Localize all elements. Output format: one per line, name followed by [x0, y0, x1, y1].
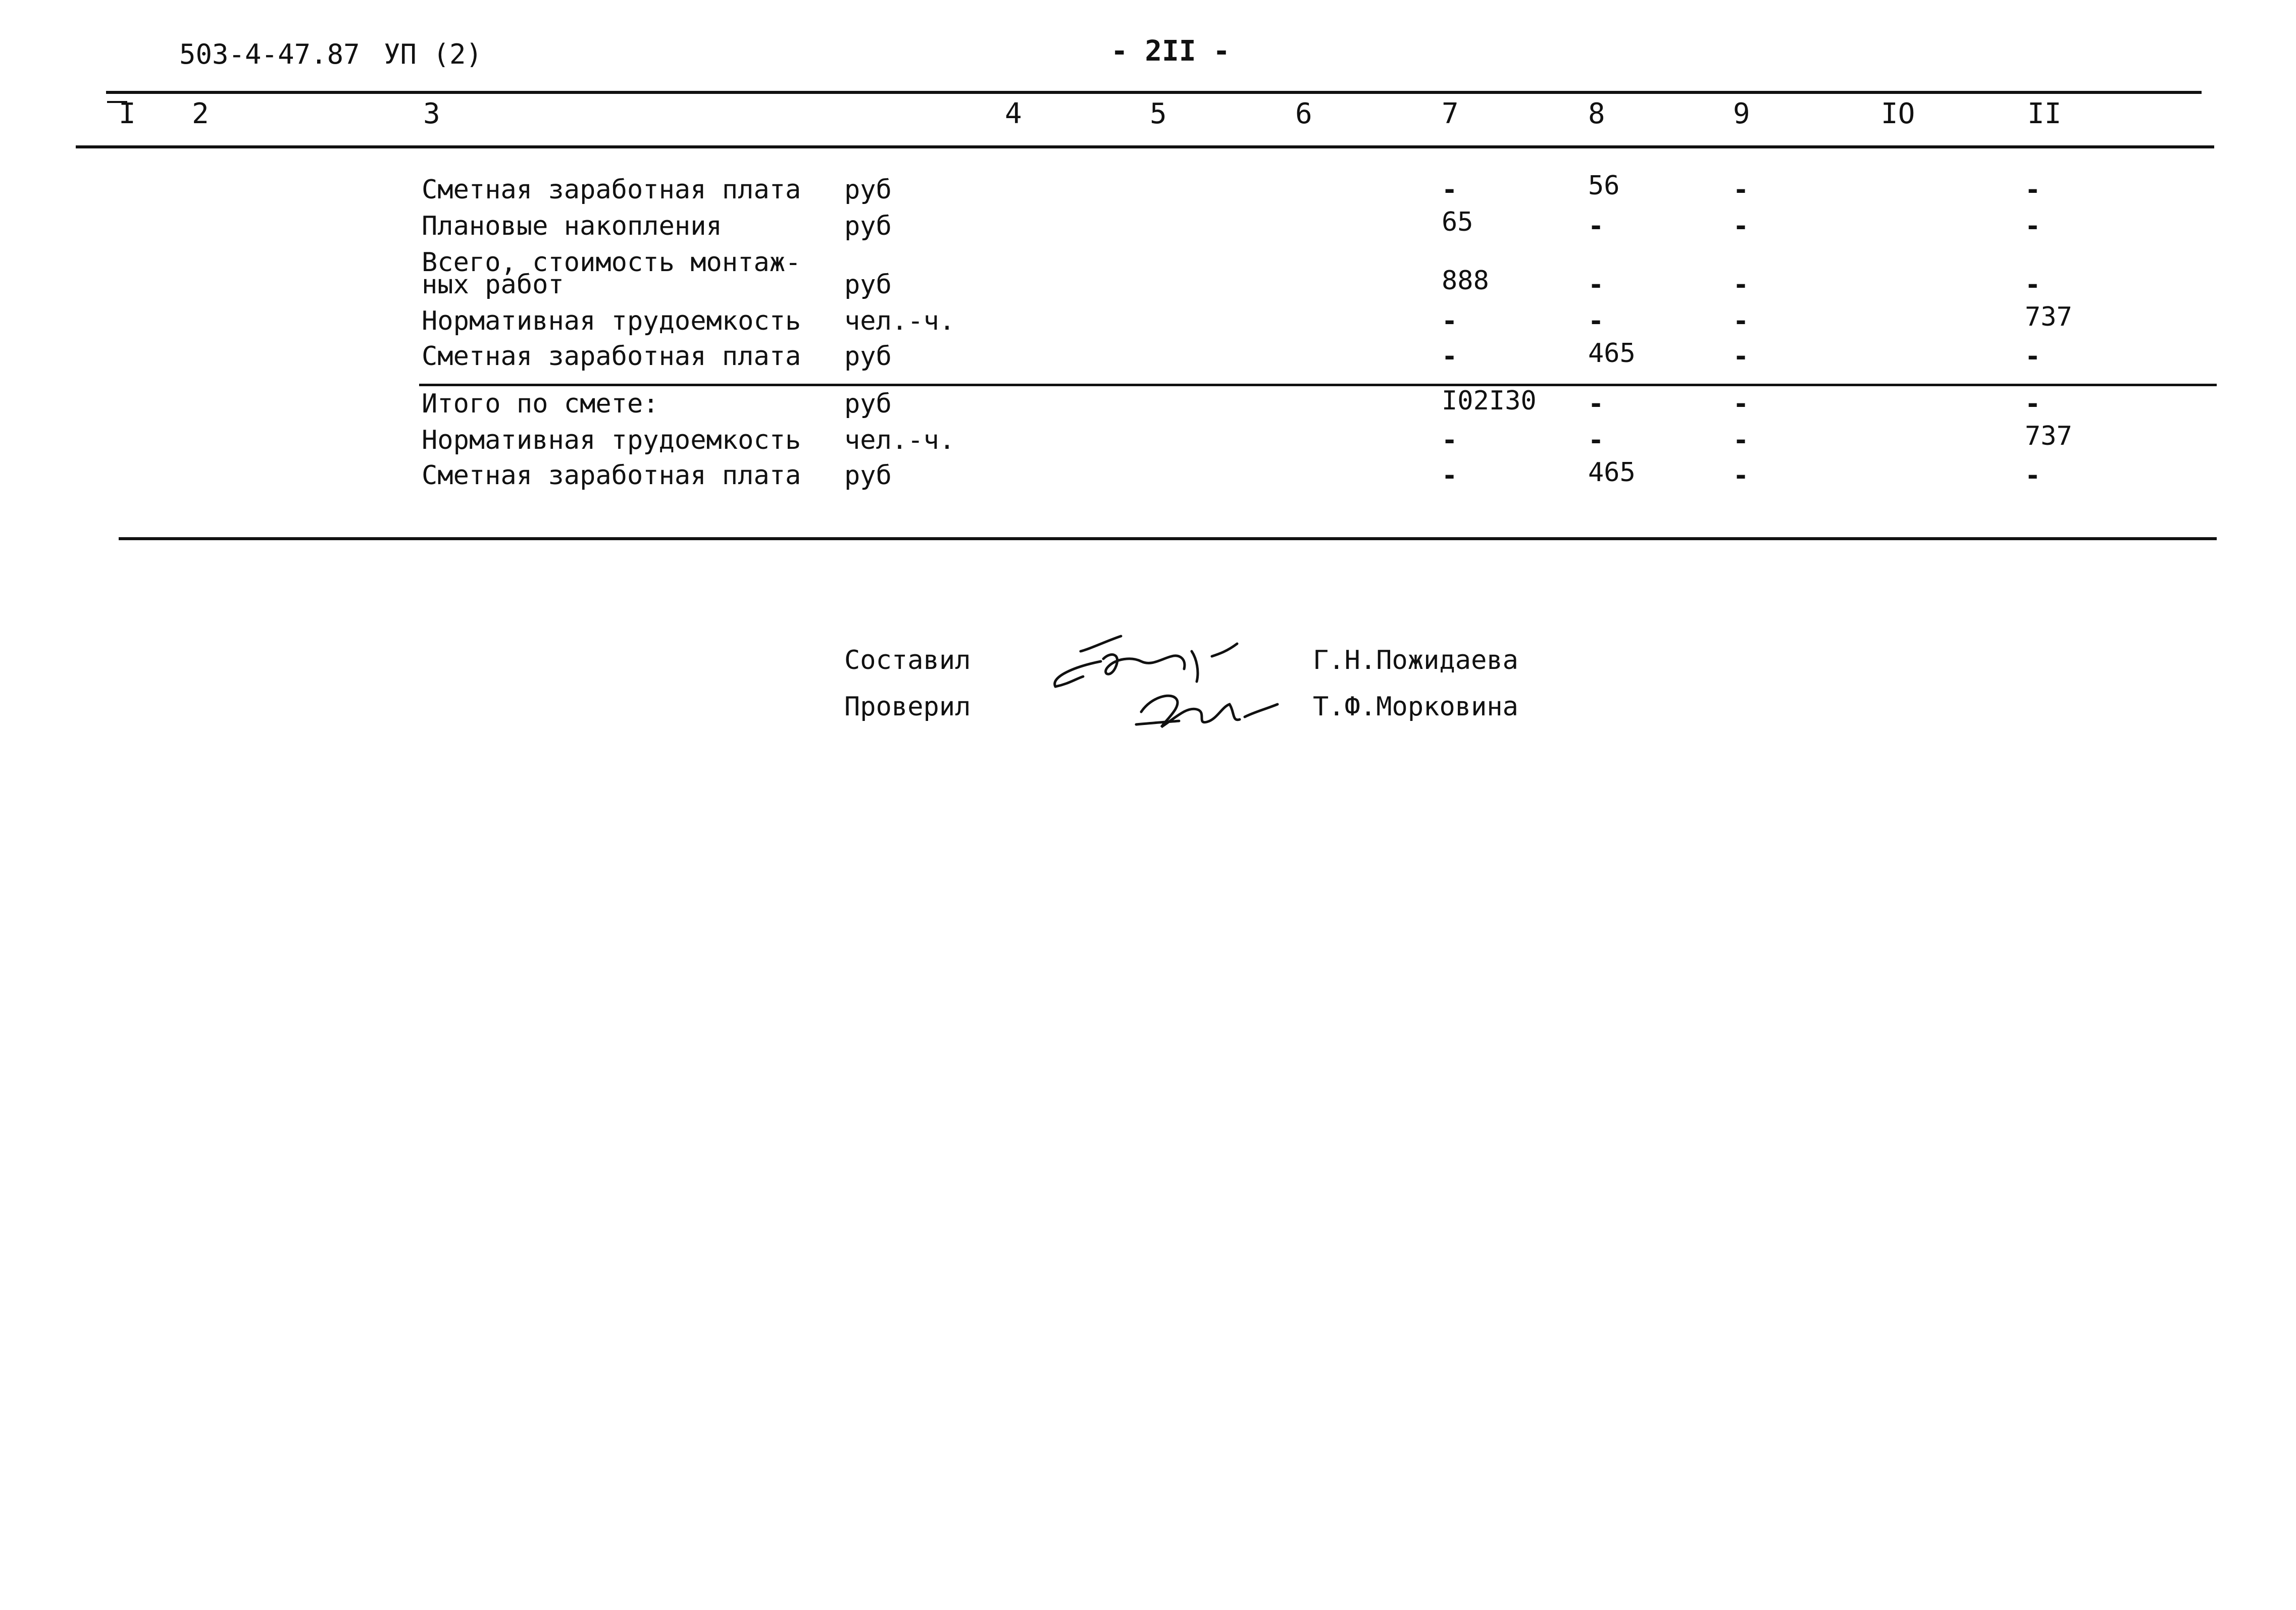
row-unit: чел.-ч.: [844, 425, 955, 455]
row-value-col11: -: [2025, 341, 2041, 372]
row-value-col9: -: [1733, 306, 1749, 336]
row-unit: руб: [844, 270, 892, 300]
table-row: [0, 247, 2296, 303]
row-unit: руб: [844, 460, 892, 491]
column-header-2: 2: [192, 97, 209, 130]
row-label: Плановые накопления: [422, 211, 722, 241]
row-value-col7: -: [1442, 425, 1458, 455]
checked-by-name: Т.Ф.Морковина: [1313, 692, 1518, 722]
table-bottom-rule: [119, 537, 2217, 540]
row-value-col8: -: [1588, 425, 1604, 455]
table-row: [0, 386, 2296, 424]
row-value-col11: -: [2025, 211, 2041, 241]
row-value-col7: -: [1442, 460, 1458, 491]
row-value-col11: -: [2025, 270, 2041, 300]
column-header-5: 5: [1150, 97, 1167, 130]
table-top-rule: [106, 91, 2202, 94]
row-value-col11: -: [2025, 460, 2041, 491]
column-header-11: II: [2027, 97, 2062, 130]
row-value-col9: -: [1733, 425, 1749, 455]
row-value-col9: -: [1733, 175, 1749, 205]
table-row: [0, 421, 2296, 460]
document-code: 503-4-47.87: [179, 38, 360, 70]
row-value-col8: 465: [1588, 457, 1636, 488]
row-label: Нормативная трудоемкость: [422, 425, 801, 455]
table-row: [0, 457, 2296, 496]
compiled-by-label: Составил: [844, 645, 971, 676]
column-header-1: I: [119, 97, 136, 130]
row-value-col11: -: [2025, 175, 2041, 205]
page-number: - 2II -: [1111, 35, 1231, 68]
row-label: Нормативная трудоемкость: [422, 306, 801, 336]
row-value-col7: -: [1442, 341, 1458, 372]
row-value-col11: 737: [2025, 421, 2072, 451]
row-value-col11: 737: [2025, 302, 2072, 332]
column-header-10: IO: [1881, 97, 1915, 130]
row-value-col7: -: [1442, 306, 1458, 336]
column-header-9: 9: [1733, 97, 1750, 130]
table-row: [0, 338, 2296, 377]
row-value-col9: -: [1733, 460, 1749, 491]
row-value-col7: I02I30: [1442, 386, 1537, 416]
row-value-col9: -: [1733, 341, 1749, 372]
document-section: УП (2): [384, 38, 483, 70]
row-value-col7: 888: [1442, 266, 1489, 296]
header-bottom-rule: [76, 145, 2214, 148]
row-value-col7: -: [1442, 175, 1458, 205]
row-value-col8: -: [1588, 389, 1604, 419]
column-header-3: 3: [423, 97, 440, 130]
row-label-line-1: Всего, стоимость монтаж-: [422, 247, 801, 278]
row-value-col8: -: [1588, 306, 1604, 336]
checked-by-label: Проверил: [844, 692, 971, 722]
row-unit: руб: [844, 341, 892, 372]
row-value-col11: -: [2025, 389, 2041, 419]
column-header-6: 6: [1295, 97, 1312, 130]
row-label: Итого по смете:: [422, 389, 659, 419]
column-header-4: 4: [1005, 97, 1022, 130]
row-value-col8: 465: [1588, 338, 1636, 369]
table-row: [0, 302, 2296, 341]
compiled-by-name: Г.Н.Пожидаева: [1313, 645, 1518, 676]
row-value-col9: -: [1733, 211, 1749, 241]
row-value-col9: -: [1733, 389, 1749, 419]
signature-checked-by: [1131, 682, 1283, 737]
row-unit: руб: [844, 175, 892, 205]
row-value-col7: 65: [1442, 207, 1473, 237]
row-unit: руб: [844, 389, 892, 419]
totals-separator-rule: [419, 384, 2217, 386]
row-label: Сметная заработная плата: [422, 175, 801, 205]
row-value-col8: -: [1588, 270, 1604, 300]
column-header-8: 8: [1588, 97, 1605, 130]
row-value-col8: 56: [1588, 171, 1620, 201]
row-label: Сметная заработная плата: [422, 460, 801, 491]
column-header-7: 7: [1442, 97, 1459, 130]
row-label: Сметная заработная плата: [422, 341, 801, 372]
row-unit: чел.-ч.: [844, 306, 955, 336]
table-row: [0, 171, 2296, 210]
row-value-col9: -: [1733, 270, 1749, 300]
row-unit: руб: [844, 211, 892, 241]
row-value-col8: -: [1588, 211, 1604, 241]
row-label-line-2: ных работ: [422, 270, 564, 300]
table-row: [0, 207, 2296, 246]
